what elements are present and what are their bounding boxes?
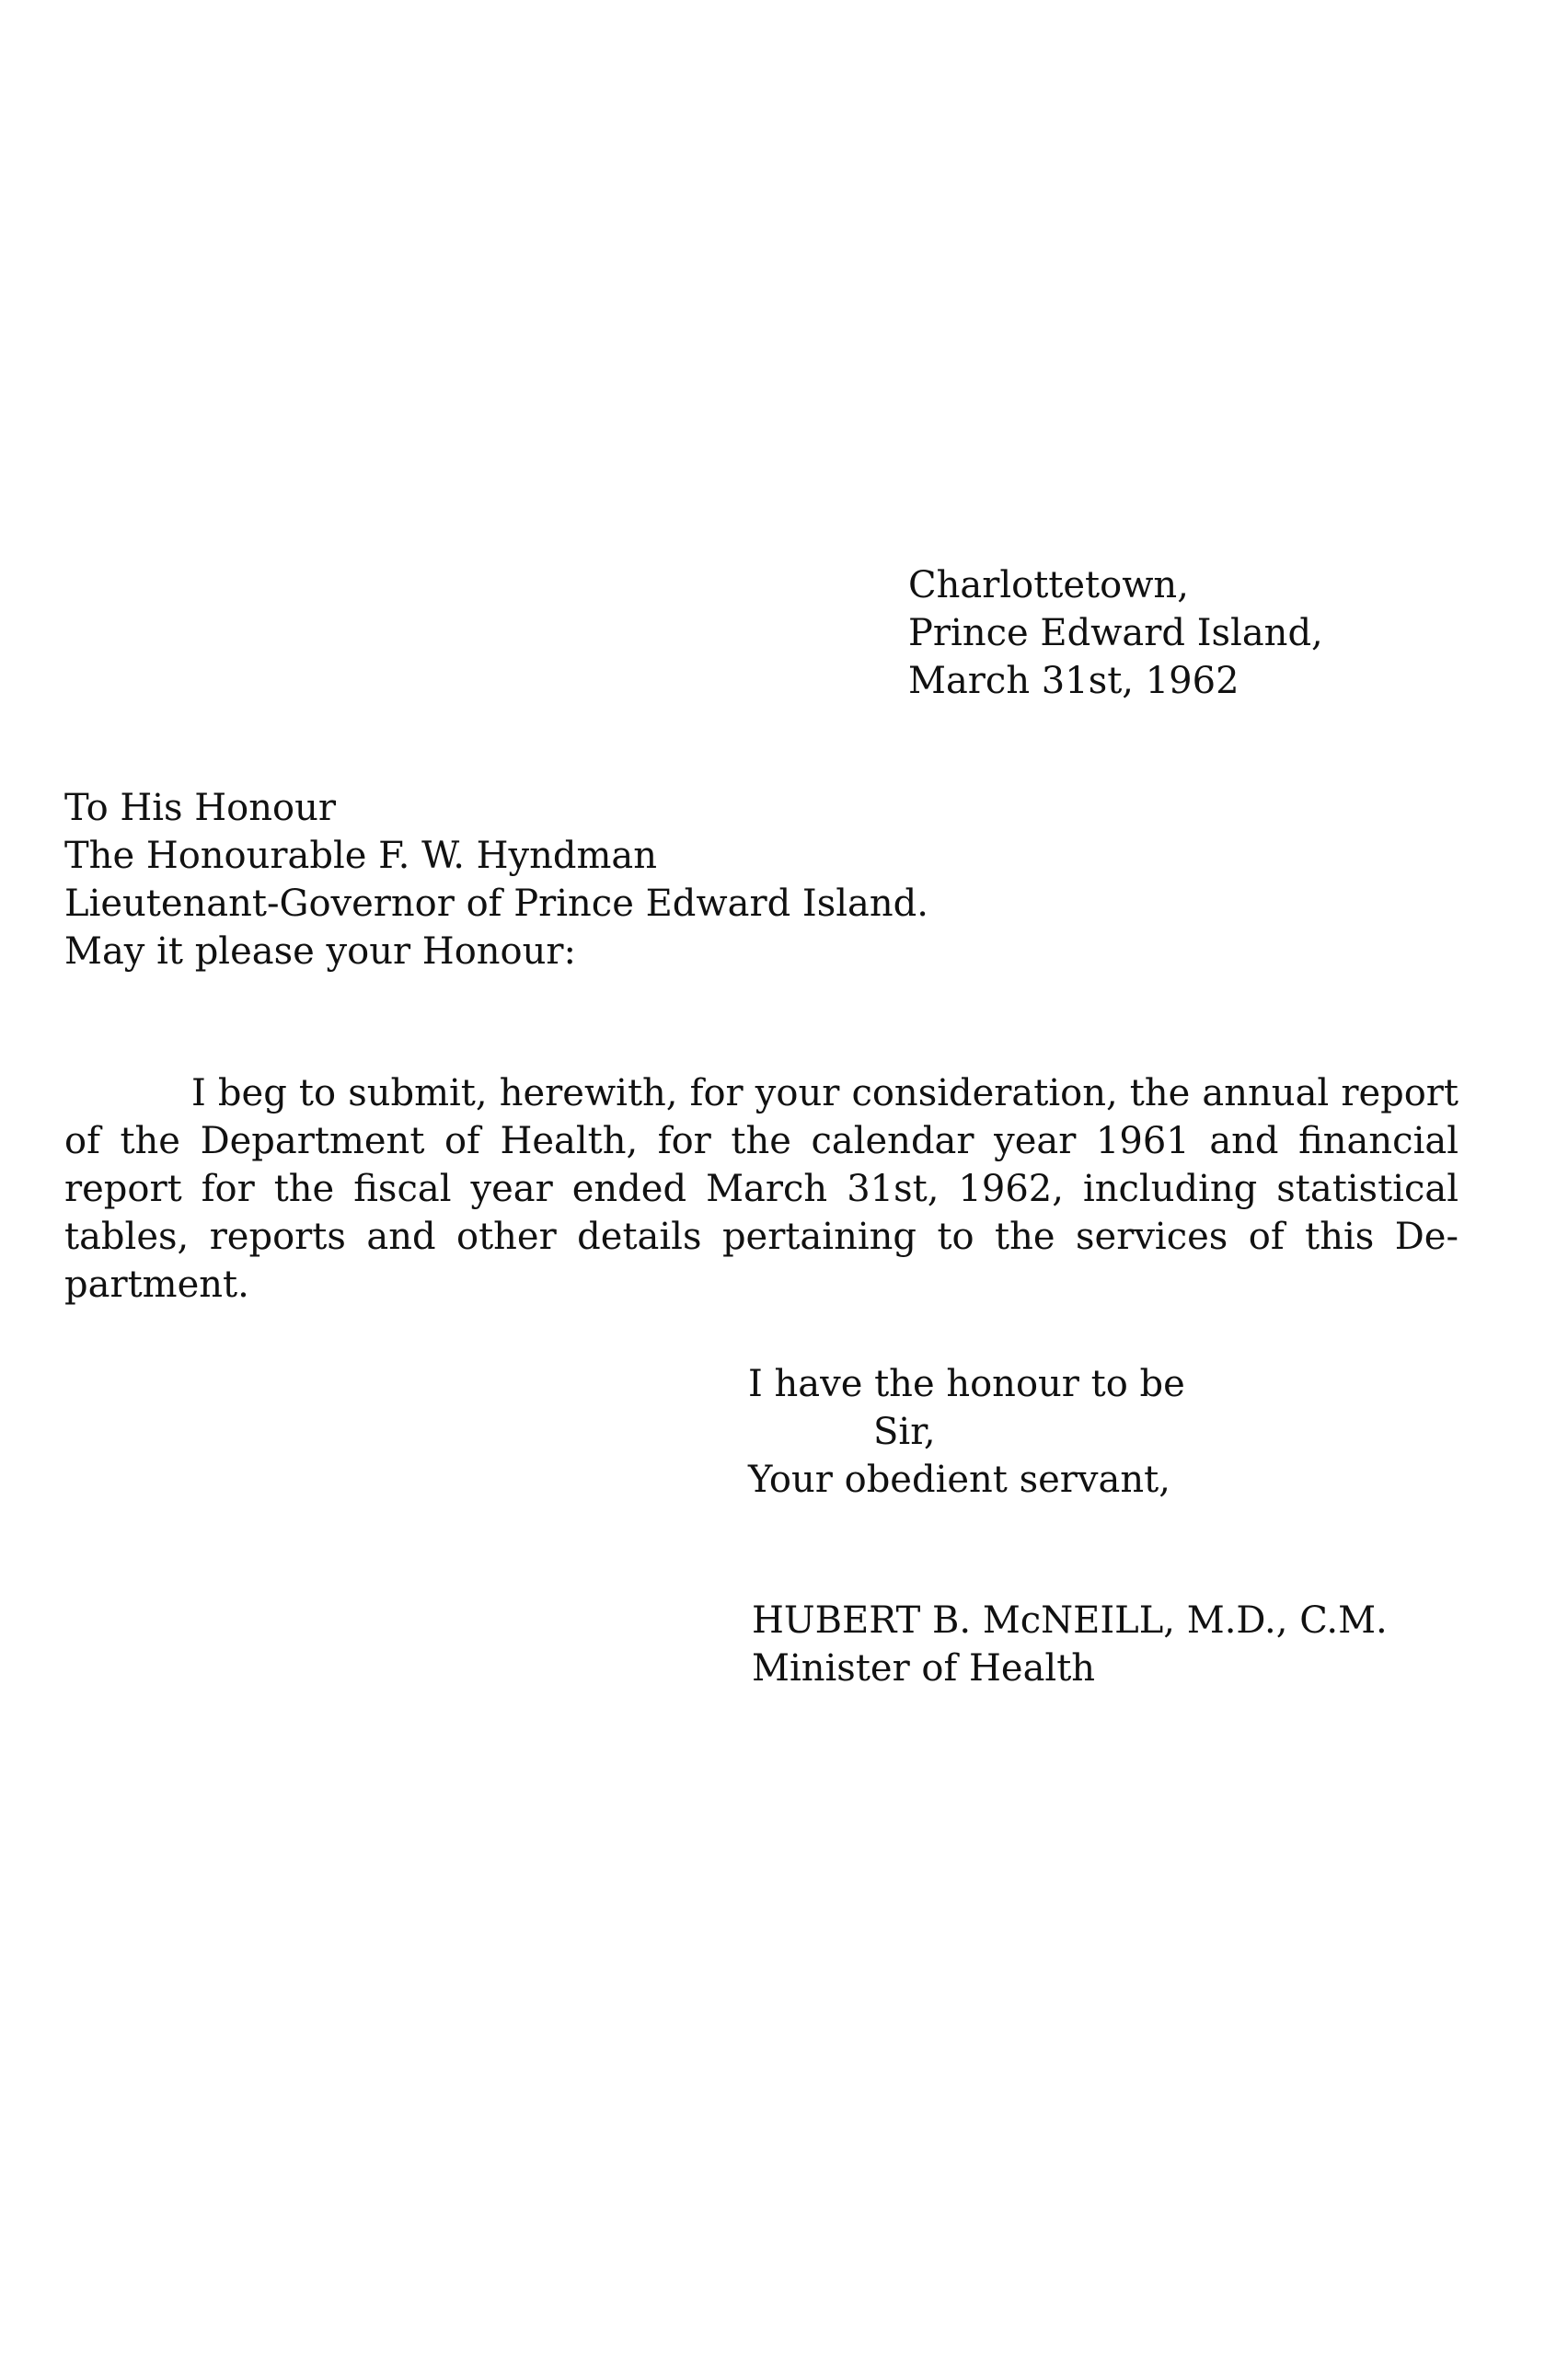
addressee-block: [64, 784, 928, 975]
signature-block: [752, 1597, 1388, 1692]
closing-line-1: I have the honour to be: [748, 1363, 1185, 1405]
addressee-line-2: The Honourable F. W. Hyndman: [64, 835, 658, 877]
place-city: Charlottetown,: [908, 564, 1189, 606]
addressee-line-3: Lieutenant-Governor of Prince Edward Island.: [64, 883, 928, 925]
signatory-title: Minister of Health: [752, 1647, 1096, 1690]
salutation: May it please your Honour:: [64, 930, 576, 973]
letter-date: March 31st, 1962: [908, 660, 1239, 702]
closing-block: [748, 1360, 1185, 1504]
place-province: Prince Edward Island,: [908, 612, 1323, 654]
closing-line-2: Sir,: [873, 1411, 936, 1453]
addressee-line-1: To His Honour: [64, 787, 336, 829]
closing-line-3: Your obedient servant,: [748, 1459, 1170, 1501]
body-paragraph: I beg to submit, herewith, for your consideration, the annual report of the Department of Health, for the calendar year 1961 and financial report for the fiscal year ended March 31st, 1962, including statistical tables, reports and other details pertaining to the services of this Department.: [64, 1072, 1458, 1306]
place-and-date: [908, 561, 1323, 705]
signatory-name: HUBERT B. McNEILL, M.D., C.M.: [752, 1599, 1388, 1642]
